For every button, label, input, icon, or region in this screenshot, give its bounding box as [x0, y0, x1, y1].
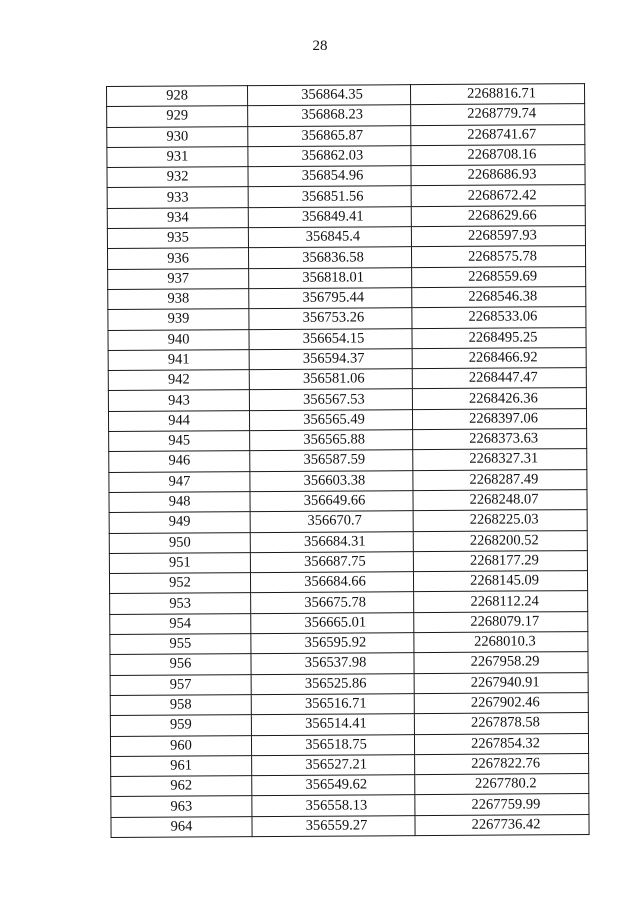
x-coordinate-cell: 356836.58 — [248, 247, 411, 268]
x-coordinate-cell: 356549.62 — [252, 775, 415, 796]
y-coordinate-cell: 2268597.93 — [411, 226, 585, 247]
x-coordinate-cell: 356845.4 — [248, 227, 411, 248]
x-coordinate-cell: 356849.41 — [248, 206, 411, 227]
table-row — [108, 266, 586, 289]
point-number-cell: 959 — [110, 715, 251, 736]
x-coordinate-cell: 356581.06 — [249, 369, 412, 390]
point-number-cell: 942 — [108, 370, 249, 391]
y-coordinate-cell: 2268708.16 — [411, 144, 585, 165]
table-row — [110, 692, 588, 715]
table-row — [109, 429, 587, 452]
table-row — [110, 652, 588, 675]
table-row — [107, 144, 585, 167]
table-row — [108, 408, 586, 431]
x-coordinate-cell: 356675.78 — [251, 592, 414, 613]
point-number-cell: 933 — [107, 187, 248, 208]
table-row — [110, 632, 588, 655]
y-coordinate-cell: 2268287.49 — [413, 469, 587, 490]
point-number-cell: 929 — [107, 106, 248, 127]
y-coordinate-cell: 2268112.24 — [414, 591, 588, 612]
x-coordinate-cell: 356654.15 — [249, 328, 412, 349]
table-row — [110, 611, 588, 634]
point-number-cell: 957 — [110, 674, 251, 695]
point-number-cell: 948 — [109, 492, 250, 513]
point-number-cell: 962 — [111, 776, 252, 797]
y-coordinate-cell: 2268327.31 — [413, 449, 587, 470]
table-row — [110, 733, 588, 756]
point-number-cell: 961 — [111, 755, 252, 776]
y-coordinate-cell: 2268466.92 — [412, 347, 586, 368]
point-number-cell: 941 — [108, 349, 249, 370]
y-coordinate-cell: 2268629.66 — [411, 205, 585, 226]
y-coordinate-cell: 2267780.2 — [415, 774, 589, 795]
y-coordinate-cell: 2267822.76 — [415, 753, 589, 774]
x-coordinate-cell: 356854.96 — [248, 166, 411, 187]
x-coordinate-cell: 356559.27 — [252, 815, 415, 836]
y-coordinate-cell: 2268079.17 — [414, 611, 588, 632]
x-coordinate-cell: 356864.35 — [248, 85, 411, 106]
x-coordinate-cell: 356753.26 — [249, 308, 412, 329]
point-number-cell: 944 — [108, 410, 249, 431]
table-row — [109, 530, 587, 553]
point-number-cell: 950 — [109, 532, 250, 553]
x-coordinate-cell: 356565.49 — [249, 409, 412, 430]
y-coordinate-cell: 2267940.91 — [414, 672, 588, 693]
point-number-cell: 952 — [109, 573, 250, 594]
table-row — [108, 307, 586, 330]
y-coordinate-cell: 2268145.09 — [413, 571, 587, 592]
x-coordinate-cell: 356514.41 — [251, 714, 414, 735]
x-coordinate-cell: 356684.31 — [250, 531, 413, 552]
page-number: 28 — [312, 38, 328, 54]
point-number-cell: 931 — [107, 147, 248, 168]
point-number-cell: 951 — [109, 552, 250, 573]
table-row — [109, 571, 587, 594]
x-coordinate-cell: 356516.71 — [251, 694, 414, 715]
x-coordinate-cell: 356537.98 — [251, 653, 414, 674]
point-number-cell: 956 — [110, 654, 251, 675]
x-coordinate-cell: 356865.87 — [248, 125, 411, 146]
point-number-cell: 935 — [107, 228, 248, 249]
coordinates-table — [106, 83, 590, 838]
table-row — [111, 774, 589, 797]
y-coordinate-cell: 2268533.06 — [412, 307, 586, 328]
y-coordinate-cell: 2267854.32 — [414, 733, 588, 754]
y-coordinate-cell: 2268575.78 — [411, 246, 585, 267]
point-number-cell: 960 — [110, 735, 251, 756]
y-coordinate-cell: 2267902.46 — [414, 692, 588, 713]
point-number-cell: 945 — [109, 431, 250, 452]
point-number-cell: 940 — [108, 329, 249, 350]
x-coordinate-cell: 356587.59 — [250, 450, 413, 471]
table-row — [108, 388, 586, 411]
table-row — [107, 165, 585, 188]
x-coordinate-cell: 356684.66 — [250, 572, 413, 593]
table-row — [111, 814, 589, 837]
y-coordinate-cell: 2268373.63 — [413, 429, 587, 450]
y-coordinate-cell: 2268248.07 — [413, 490, 587, 511]
table-row — [108, 368, 586, 391]
y-coordinate-cell: 2268200.52 — [413, 530, 587, 551]
table-row — [109, 550, 587, 573]
x-coordinate-cell: 356525.86 — [251, 673, 414, 694]
table-row — [109, 490, 587, 513]
x-coordinate-cell: 356594.37 — [249, 348, 412, 369]
y-coordinate-cell: 2268672.42 — [411, 185, 585, 206]
table-row — [109, 449, 587, 472]
x-coordinate-cell: 356567.53 — [249, 389, 412, 410]
x-coordinate-cell: 356851.56 — [248, 186, 411, 207]
table-row — [110, 713, 588, 736]
point-number-cell: 932 — [107, 167, 248, 188]
y-coordinate-cell: 2267958.29 — [414, 652, 588, 673]
point-number-cell: 954 — [110, 613, 251, 634]
y-coordinate-cell: 2268177.29 — [413, 550, 587, 571]
point-number-cell: 930 — [107, 126, 248, 147]
y-coordinate-cell: 2268447.47 — [412, 368, 586, 389]
x-coordinate-cell: 356670.7 — [250, 511, 413, 532]
point-number-cell: 934 — [107, 207, 248, 228]
x-coordinate-cell: 356603.38 — [250, 470, 413, 491]
table-row — [107, 104, 585, 127]
table-row — [107, 226, 585, 249]
point-number-cell: 947 — [109, 471, 250, 492]
table-row — [107, 185, 585, 208]
x-coordinate-cell: 356527.21 — [252, 754, 415, 775]
table-row — [108, 287, 586, 310]
table-row — [107, 84, 585, 107]
y-coordinate-cell: 2268546.38 — [412, 287, 586, 308]
point-number-cell: 964 — [111, 816, 252, 837]
x-coordinate-cell: 356665.01 — [251, 612, 414, 633]
x-coordinate-cell: 356795.44 — [249, 288, 412, 309]
point-number-cell: 963 — [111, 796, 252, 817]
table-row — [108, 347, 586, 370]
y-coordinate-cell: 2268225.03 — [413, 510, 587, 531]
table-row — [111, 794, 589, 817]
table-row — [111, 753, 589, 776]
point-number-cell: 928 — [107, 86, 248, 107]
point-number-cell: 936 — [107, 248, 248, 269]
y-coordinate-cell: 2267736.42 — [415, 814, 589, 835]
point-number-cell: 938 — [108, 289, 249, 310]
y-coordinate-cell: 2268779.74 — [411, 104, 585, 125]
y-coordinate-cell: 2267759.99 — [415, 794, 589, 815]
y-coordinate-cell: 2267878.58 — [414, 713, 588, 734]
point-number-cell: 958 — [110, 695, 251, 716]
x-coordinate-cell: 356868.23 — [248, 105, 411, 126]
table-row — [107, 246, 585, 269]
table-row — [107, 124, 585, 147]
y-coordinate-cell: 2268559.69 — [412, 266, 586, 287]
y-coordinate-cell: 2268495.25 — [412, 327, 586, 348]
table-row — [110, 672, 588, 695]
table-row — [107, 205, 585, 228]
y-coordinate-cell: 2268686.93 — [411, 165, 585, 186]
point-number-cell: 953 — [110, 593, 251, 614]
table-row — [109, 469, 587, 492]
y-coordinate-cell: 2268816.71 — [410, 84, 584, 105]
x-coordinate-cell: 356595.92 — [251, 633, 414, 654]
x-coordinate-cell: 356687.75 — [250, 551, 413, 572]
x-coordinate-cell: 356518.75 — [251, 734, 414, 755]
x-coordinate-cell: 356649.66 — [250, 491, 413, 512]
x-coordinate-cell: 356565.88 — [250, 430, 413, 451]
x-coordinate-cell: 356558.13 — [252, 795, 415, 816]
point-number-cell: 949 — [109, 512, 250, 533]
coordinates-table-body — [107, 84, 590, 838]
x-coordinate-cell: 356818.01 — [249, 267, 412, 288]
point-number-cell: 946 — [109, 451, 250, 472]
point-number-cell: 955 — [110, 634, 251, 655]
table-row — [108, 327, 586, 350]
point-number-cell: 943 — [108, 390, 249, 411]
y-coordinate-cell: 2268010.3 — [414, 632, 588, 653]
point-number-cell: 937 — [108, 268, 249, 289]
y-coordinate-cell: 2268741.67 — [411, 124, 585, 145]
point-number-cell: 939 — [108, 309, 249, 330]
y-coordinate-cell: 2268426.36 — [412, 388, 586, 409]
y-coordinate-cell: 2268397.06 — [412, 408, 586, 429]
table-row — [110, 591, 588, 614]
x-coordinate-cell: 356862.03 — [248, 146, 411, 167]
table-row — [109, 510, 587, 533]
